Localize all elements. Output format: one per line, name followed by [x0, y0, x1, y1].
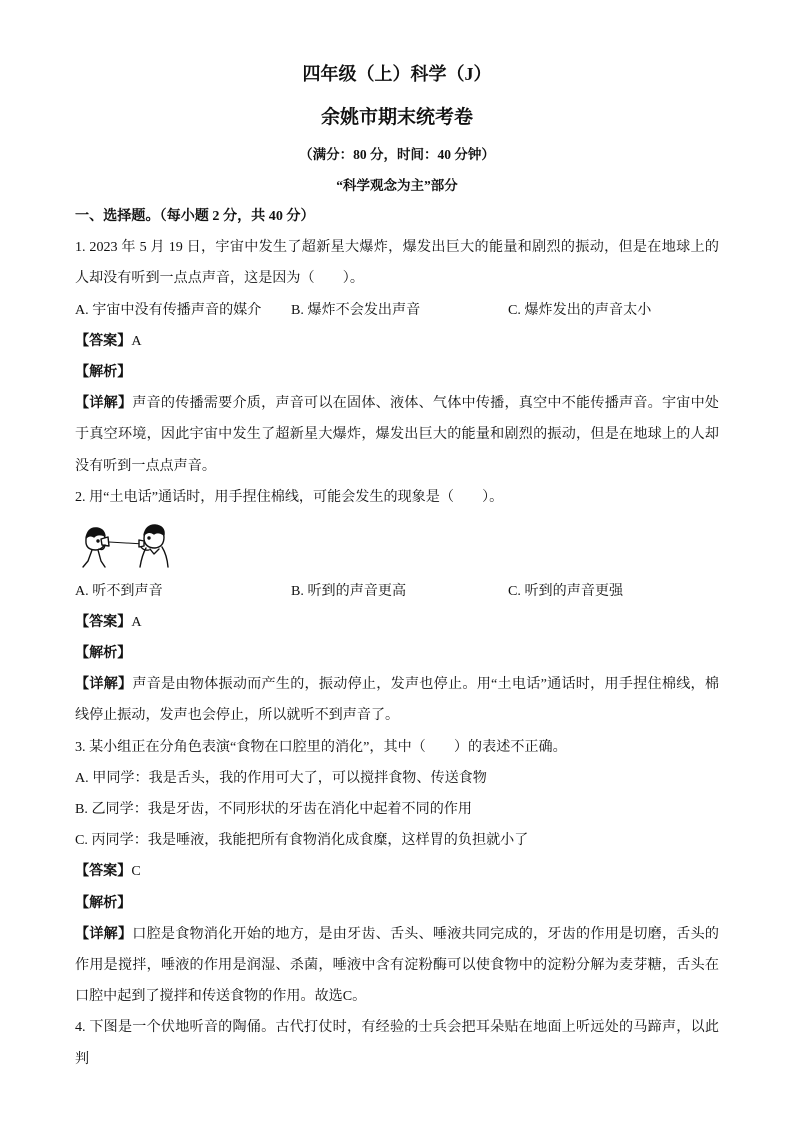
detail-label: 【详解】: [75, 676, 133, 693]
detail-label: 【详解】: [75, 395, 133, 412]
option-c: C. 听到的声音更强: [508, 582, 624, 599]
exam-subtitle: 余姚市期末统考卷: [320, 107, 473, 128]
detail-text: 声音是由物体振动而产生的，振动停止，发声也停止。用“土电话”通话时，用手捏住棉线，棉线停止振动，发声也会停止，所以就听不到声音了。: [75, 676, 719, 724]
option-c: C. 爆炸发出的声音太小: [508, 301, 652, 318]
section-heading: 一、选择题。（每小题 2 分，共 40 分）: [75, 208, 315, 224]
option-b: B. 听到的声音更高: [291, 582, 407, 599]
string-telephone-figure: [75, 513, 719, 576]
option-b: B. 乙同学：我是牙齿，不同形状的牙齿在消化中起着不同的作用: [75, 801, 472, 818]
answer-line: [75, 856, 719, 887]
answer-line: [75, 607, 719, 638]
answer-value: C: [131, 863, 141, 880]
answer-label: 【答案】: [75, 613, 132, 630]
right-child-drawing: [139, 525, 168, 567]
question-stem: 1. 2023 年 5 月 19 日，宇宙中发生了超新星大爆炸，爆发出巨大的能量和剧烈的振动，但是在地球上的人却没有听到一点点声音，这是因为（ ）。: [75, 239, 719, 287]
exam-info: （满分：80 分，时间：40 分钟）: [299, 147, 495, 162]
detail-label: 【详解】: [75, 925, 133, 942]
answer-label: 【答案】: [75, 863, 132, 880]
question-2: [75, 482, 719, 732]
answer-label: 【答案】: [75, 332, 132, 349]
analysis-heading: 【解析】: [75, 364, 132, 381]
detail-text: 口腔是食物消化开始的地方，是由牙齿、舌头、唾液共同完成的，牙齿的作用是切磨，舌头的作用是搅拌，唾液的作用是润湿、杀菌，唾液中含有淀粉酶可以使食物中的淀粉分解为麦芽糖，舌头在口腔中起到了搅拌和传送食物的作用。故选C。: [75, 925, 719, 1005]
detail-paragraph: [75, 919, 719, 1013]
detail-text: 声音的传播需要介质，声音可以在固体、液体、气体中传播，真空中不能传播声音。宇宙中处于真空环境，因此宇宙中发生了超新星大爆炸，爆发出巨大的能量和剧烈的振动，但是在地球上的人却没有听到一点点声音。: [75, 395, 719, 474]
question-3: [75, 732, 719, 1013]
exam-title: 四年级（上）科学（J）: [302, 64, 492, 84]
detail-paragraph: [75, 388, 719, 482]
page-content: [75, 0, 719, 1075]
analysis-heading: 【解析】: [75, 894, 132, 911]
question-stem: 4. 下图是一个伏地听音的陶俑。古代打仗时，有经验的士兵会把耳朵贴在地面上听远处的马蹄声，以此判: [75, 1019, 719, 1067]
left-child-drawing: [83, 528, 109, 567]
question-stem: 2. 用“土电话”通话时，用手捏住棉线，可能会发生的现象是（ ）。: [75, 488, 504, 505]
answer-value: A: [131, 332, 142, 349]
question-stem: 3. 某小组正在分角色表演“食物在口腔里的消化”，其中（ ）的表述不正确。: [75, 738, 567, 755]
part-heading: “科学观念为主”部分: [336, 178, 458, 193]
analysis-heading: 【解析】: [75, 645, 132, 662]
answer-line: [75, 326, 719, 357]
option-c: C. 丙同学：我是唾液，我能把所有食物消化成食糜，这样胃的负担就小了: [75, 832, 529, 849]
string-telephone-illustration: [78, 521, 170, 569]
option-a: A. 听不到声音: [75, 582, 163, 599]
option-a: A. 甲同学：我是舌头，我的作用可大了，可以搅拌食物、传送食物: [75, 769, 487, 786]
question-4: [75, 1012, 719, 1074]
detail-paragraph: [75, 669, 719, 731]
options-row: [75, 576, 719, 607]
option-b: B. 爆炸不会发出声音: [291, 301, 421, 318]
options-row: [75, 295, 719, 326]
answer-value: A: [131, 613, 142, 630]
question-1: [75, 232, 719, 482]
option-a: A. 宇宙中没有传播声音的媒介: [75, 301, 262, 318]
